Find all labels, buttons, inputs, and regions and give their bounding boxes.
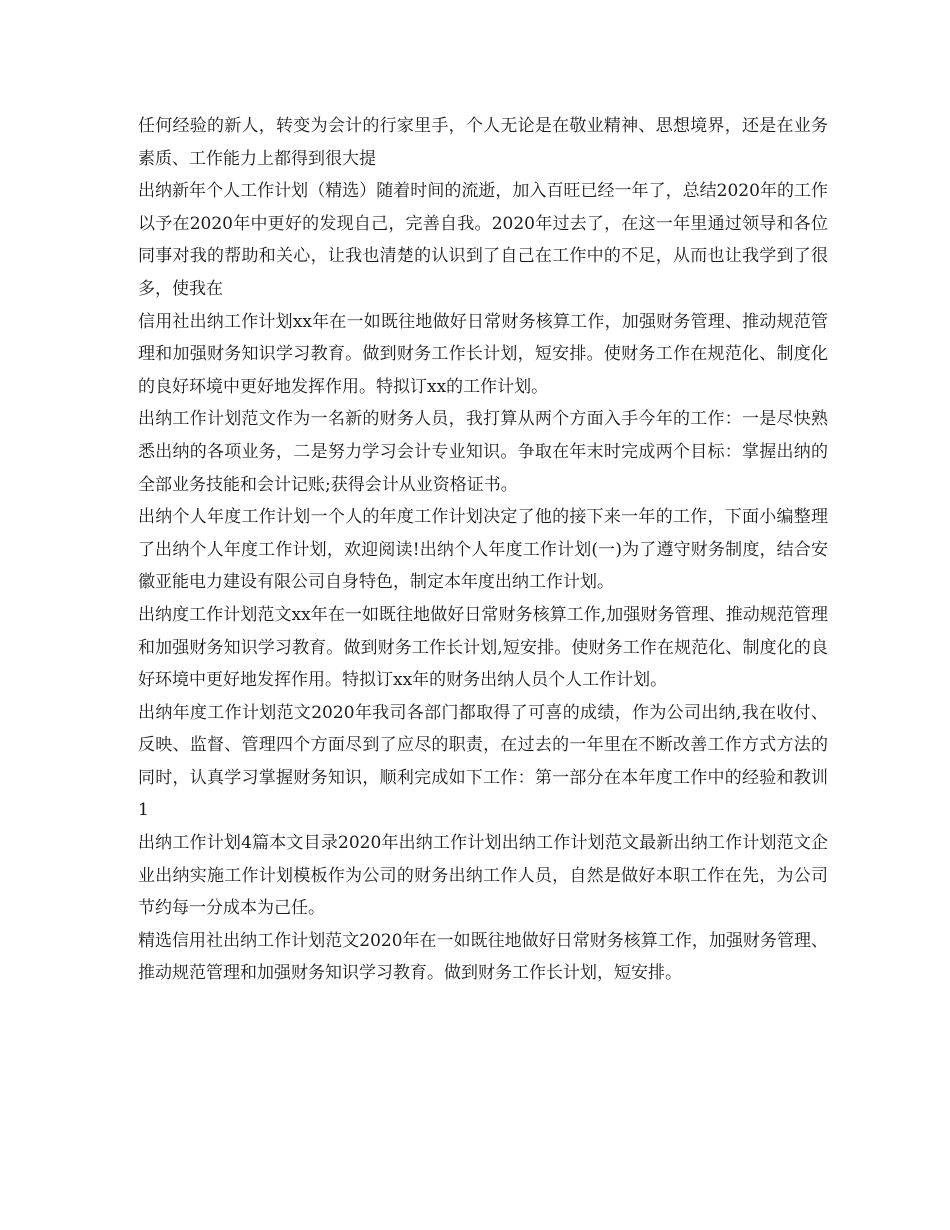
paragraph: 出纳工作计划范文作为一名新的财务人员，我打算从两个方面入手今年的工作：一是尽快熟悉出纳的各项业务，二是努力学习会计专业知识。争取在年末时完成两个目标：掌握出纳的全部业务技能和会计记账;获得会计从业资格证书。 [138,409,828,495]
paragraph: 信用社出纳工作计划xx年在一如既往地做好日常财务核算工作，加强财务管理、推动规范管理和加强财务知识学习教育。做到财务工作长计划，短安排。使财务工作在规范化、制度化的良好环境中更好地发挥作用。特拟订xx的工作计划。 [138,311,828,397]
document-body [138,110,828,990]
paragraph: 精选信用社出纳工作计划范文2020年在一如既往地做好日常财务核算工作，加强财务管理、推动规范管理和加强财务知识学习教育。做到财务工作长计划，短安排。 [138,930,828,984]
paragraph: 出纳新年个人工作计划（精选）随着时间的流逝，加入百旺已经一年了，总结2020年的工作以予在2020年中更好的发现自己，完善自我。2020年过去了，在这一年里通过领导和各位同事对我的帮助和关心，让我也清楚的认识到了自己在工作中的不足，从而也让我学到了很多，使我在 [138,181,828,299]
paragraph: 出纳个人年度工作计划一个人的年度工作计划决定了他的接下来一年的工作，下面小编整理了出纳个人年度工作计划，欢迎阅读!出纳个人年度工作计划(一)为了遵守财务制度，结合安徽亚能电力建设有限公司自身特色，制定本年度出纳工作计划。 [138,507,828,593]
paragraph: 出纳度工作计划范文xx年在一如既往地做好日常财务核算工作,加强财务管理、推动规范管理和加强财务知识学习教育。做到财务工作长计划,短安排。使财务工作在规范化、制度化的良好环境中更好地发挥作用。特拟订xx年的财务出纳人员个人工作计划。 [138,604,828,691]
paragraph: 出纳年度工作计划范文2020年我司各部门都取得了可喜的成绩，作为公司出纳,我在收付、反映、监督、管理四个方面尽到了应尽的职责，在过去的一年里在不断改善工作方式方法的同时，认真学习掌握财务知识，顺利完成如下工作：第一部分在本年度工作中的经验和教训1 [138,702,828,821]
paragraph: 出纳工作计划4篇本文目录2020年出纳工作计划出纳工作计划范文最新出纳工作计划范文企业出纳实施工作计划模板作为公司的财务出纳工作人员，自然是做好本职工作在先，为公司节约每一分成本为己任。 [138,833,828,919]
paragraph: 任何经验的新人，转变为会计的行家里手，个人无论是在敬业精神、思想境界，还是在业务素质、工作能力上都得到很大提 [138,116,828,169]
